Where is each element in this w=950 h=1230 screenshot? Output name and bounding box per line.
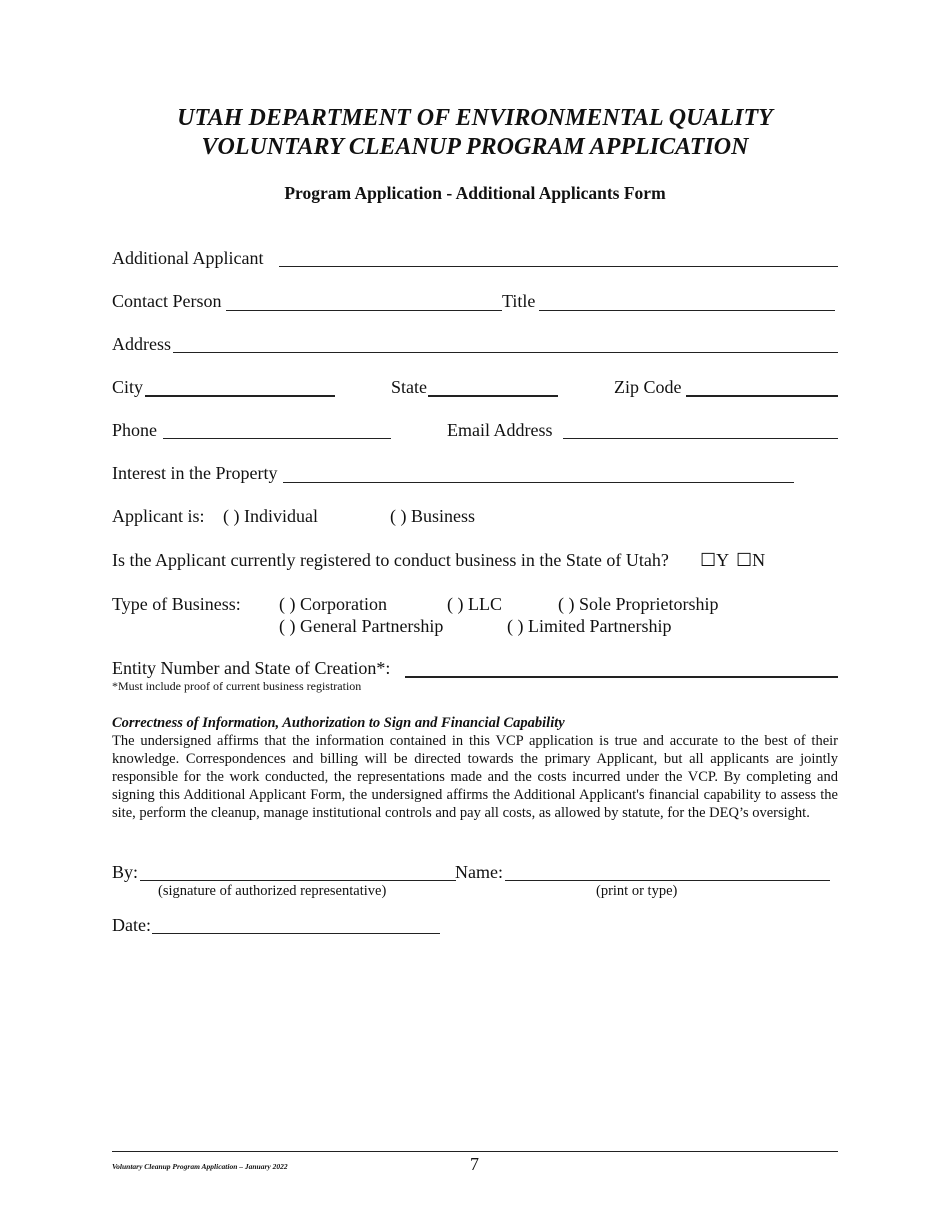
registered-no-checkbox[interactable]: ☐N [736,550,766,570]
email-label: Email Address [447,420,553,440]
applicant-is-label: Applicant is: [112,506,205,526]
date-field[interactable] [152,933,440,934]
by-label: By: [112,862,139,882]
name-label: Name: [455,862,503,882]
title-field[interactable] [539,310,835,311]
interest-label: Interest in the Property [112,463,278,483]
zip-code-label: Zip Code [614,377,682,397]
city-label: City [112,377,144,397]
general-partnership-option[interactable]: ( ) General Partnership [279,616,444,636]
phone-field[interactable] [163,438,391,439]
business-type-label: Type of Business: [112,594,241,614]
entity-note: *Must include proof of current business registration [112,679,362,693]
registered-question: Is the Applicant currently registered to conduct business in the State of Utah? [112,550,669,570]
address-label: Address [112,334,171,354]
state-label: State [391,377,427,397]
title-label: Title [502,291,536,311]
additional-applicant-field[interactable] [279,266,838,267]
contact-person-field[interactable] [226,310,502,311]
name-caption: (print or type) [596,883,678,899]
sole-proprietorship-option[interactable]: ( ) Sole Proprietorship [558,594,719,614]
llc-option[interactable]: ( ) LLC [447,594,502,614]
footer-divider [112,1151,838,1152]
footer-text: Voluntary Cleanup Program Application – January 2022 [112,1162,288,1171]
signature-caption: (signature of authorized representative) [158,883,387,899]
name-field[interactable] [505,880,830,881]
signature-field[interactable] [140,880,456,881]
zip-code-field[interactable] [686,395,838,397]
registered-yes-checkbox[interactable]: ☐Y [700,550,730,570]
email-field[interactable] [563,438,838,439]
page-number: 7 [470,1154,479,1174]
form-subtitle: Program Application - Additional Applicants Form [284,183,666,203]
contact-person-label: Contact Person [112,291,222,311]
certification-heading: Correctness of Information, Authorization to Sign and Financial Capability [112,715,565,731]
phone-label: Phone [112,420,157,440]
date-label: Date: [112,915,151,935]
individual-option[interactable]: ( ) Individual [223,506,318,526]
city-field[interactable] [145,395,335,397]
page-title-line-2: VOLUNTARY CLEANUP PROGRAM APPLICATION [201,134,749,160]
entity-number-field[interactable] [405,676,838,678]
interest-field[interactable] [283,482,794,483]
additional-applicant-label: Additional Applicant [112,248,264,268]
entity-number-label: Entity Number and State of Creation*: [112,658,391,678]
page-title-line-1: UTAH DEPARTMENT OF ENVIRONMENTAL QUALITY [177,105,773,131]
state-field[interactable] [428,395,558,397]
address-field[interactable] [173,352,838,353]
limited-partnership-option[interactable]: ( ) Limited Partnership [507,616,672,636]
business-option[interactable]: ( ) Business [390,506,475,526]
corporation-option[interactable]: ( ) Corporation [279,594,387,614]
certification-body: The undersigned affirms that the information contained in this VCP application is true and accurate to the best of their knowledge. Correspondences and billing will be directed towards the primary Applicant, but all applicants are jointly responsible for the work conducted, the representations made and the costs incurred under the VCP. By completing and signing this Additional Applicant Form, the undersigned affirms the Additional Applicant's financial capability to assess the site, perform the cleanup, manage institutional controls and pay all costs, as allowed by statute, for the DEQ’s oversight. [112,733,838,821]
